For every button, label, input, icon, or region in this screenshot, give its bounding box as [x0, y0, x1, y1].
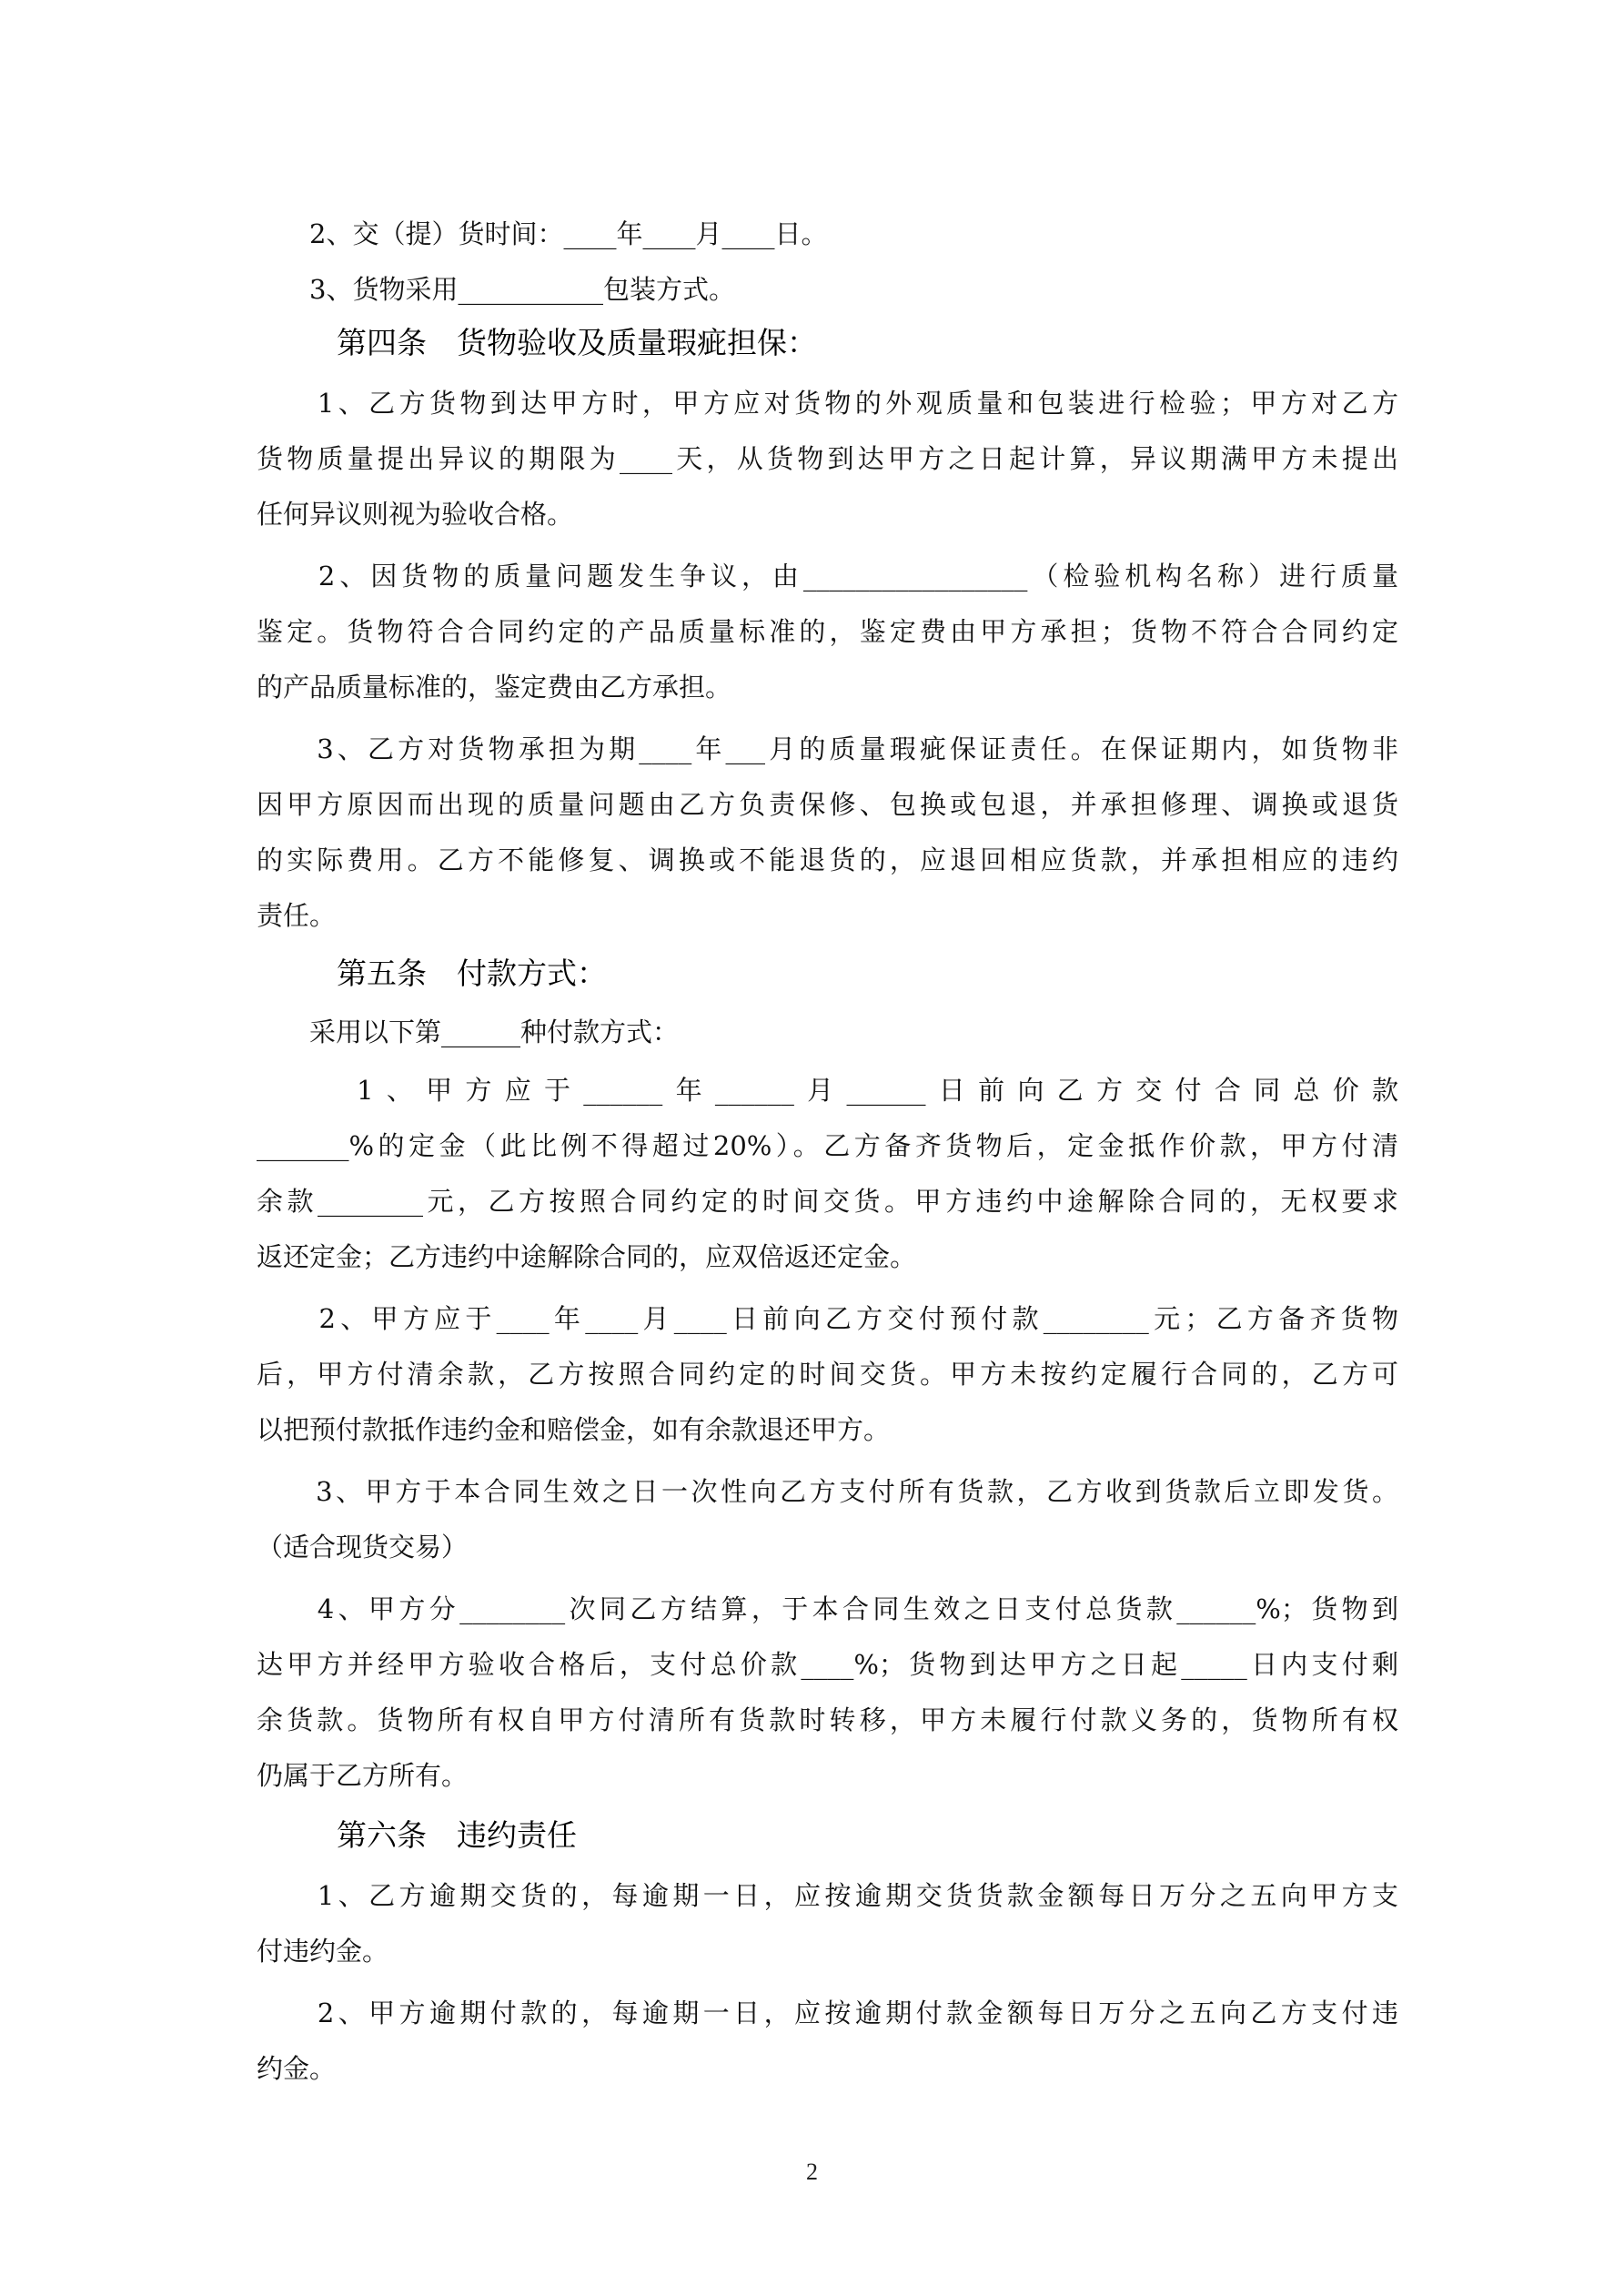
paragraph-line: 1、甲方应于______年______月______日前向乙方交付合同总价款: [257, 1075, 1398, 1106]
paragraph-line: _______%的定金（此比例不得超过20%）。乙方备齐货物后，定金抵作价款，甲方付清: [257, 1130, 1398, 1161]
page-number: 2: [806, 2159, 818, 2185]
article-5-heading: 第五条 付款方式：: [337, 956, 607, 991]
paragraph-line: 鉴定。货物符合合同约定的产品质量标准的，鉴定费由甲方承担；货物不符合合同约定: [257, 616, 1398, 647]
paragraph-line: 的产品质量标准的，鉴定费由乙方承担。: [257, 672, 732, 703]
paragraph-line: 仍属于乙方所有。: [257, 1760, 469, 1791]
paragraph-line: 付违约金。: [257, 1936, 389, 1967]
paragraph-line: 3、甲方于本合同生效之日一次性向乙方支付所有货款，乙方收到货款后立即发货。: [257, 1476, 1398, 1507]
paragraph-line: 以把预付款抵作违约金和赔偿金，如有余款退还甲方。: [257, 1414, 891, 1445]
article-6-heading: 第六条 违约责任: [337, 1817, 577, 1853]
paragraph-line: 4、甲方分________次同乙方结算，于本合同生效之日支付总货款______%；货物到: [257, 1593, 1398, 1624]
paragraph-line: 的实际费用。乙方不能修复、调换或不能退货的，应退回相应货款，并承担相应的违约: [257, 845, 1398, 875]
paragraph-line: 约金。: [257, 2053, 337, 2084]
paragraph-line: 返还定金；乙方违约中途解除合同的，应双倍返还定金。: [257, 1241, 917, 1272]
paragraph-line: 因甲方原因而出现的质量问题由乙方负责保修、包换或包退，并承担修理、调换或退货: [257, 789, 1398, 820]
paragraph-line: 达甲方并经甲方验收合格后，支付总价款____%；货物到达甲方之日起_____日内支付剩: [257, 1649, 1398, 1680]
paragraph-line: 3、乙方对货物承担为期____年___月的质量瑕疵保证责任。在保证期内，如货物非: [257, 733, 1398, 764]
payment-option-line: 采用以下第______种付款方式：: [257, 1017, 680, 1047]
paragraph-line: 1、乙方货物到达甲方时，甲方应对货物的外观质量和包装进行检验；甲方对乙方: [257, 388, 1398, 419]
paragraph-line: 货物质量提出异议的期限为____天，从货物到达甲方之日起计算，异议期满甲方未提出: [257, 443, 1398, 474]
paragraph-line: 余货款。货物所有权自甲方付清所有货款时转移，甲方未履行付款义务的，货物所有权: [257, 1704, 1398, 1735]
paragraph-line: 2、甲方应于____年____月____日前向乙方交付预付款________元；乙方备齐货物: [257, 1303, 1398, 1334]
paragraph-line: （适合现货交易）: [257, 1532, 469, 1563]
packaging-line: 3、货物采用___________包装方式。: [257, 274, 735, 305]
paragraph-line: 2、因货物的质量问题发生争议，由_________________（检验机构名称）进行质量: [257, 561, 1398, 592]
paragraph-line: 后，甲方付清余款，乙方按照合同约定的时间交货。甲方未按约定履行合同的，乙方可: [257, 1359, 1398, 1390]
paragraph-line: 任何异议则视为验收合格。: [257, 499, 574, 530]
paragraph-line: 责任。: [257, 900, 337, 931]
paragraph-line: 2、甲方逾期付款的，每逾期一日，应按逾期付款金额每日万分之五向乙方支付违: [257, 1998, 1398, 2028]
article-4-heading: 第四条 货物验收及质量瑕疵担保：: [337, 325, 817, 360]
delivery-time-line: 2、交（提）货时间：____年____月____日。: [257, 218, 828, 249]
paragraph-line: 余款________元，乙方按照合同约定的时间交货。甲方违约中途解除合同的，无权要求: [257, 1186, 1398, 1217]
paragraph-line: 1、乙方逾期交货的，每逾期一日，应按逾期交货货款金额每日万分之五向甲方支: [257, 1880, 1398, 1911]
